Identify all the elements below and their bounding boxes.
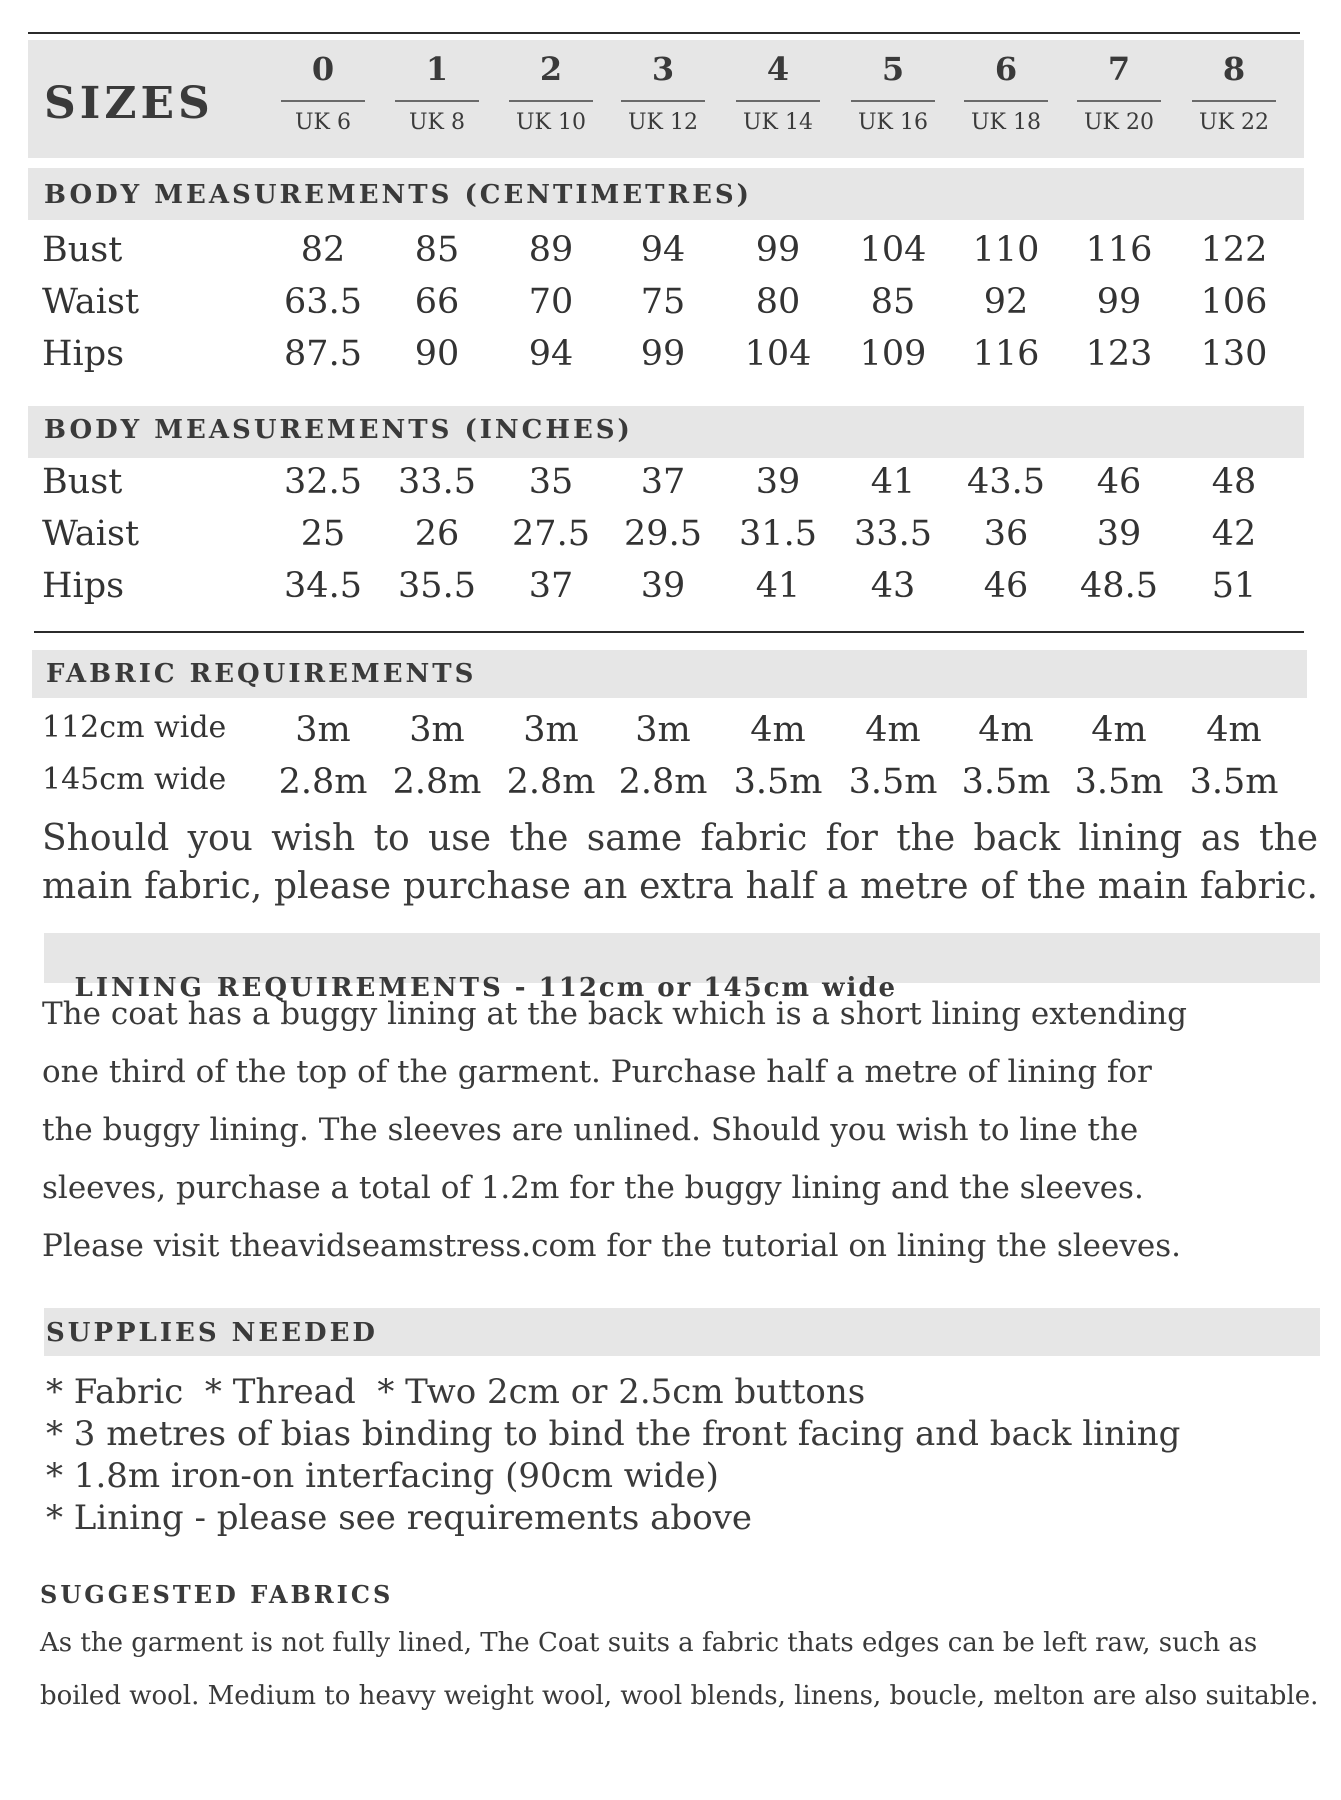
table-cell: 33.5 bbox=[398, 462, 476, 502]
top-rule bbox=[28, 32, 1300, 34]
table-cell: 3m bbox=[523, 710, 579, 750]
table-cell: 70 bbox=[528, 282, 574, 322]
table-row bbox=[0, 566, 1341, 616]
table-cell: 94 bbox=[528, 334, 574, 374]
size-number: 0 bbox=[311, 50, 335, 88]
fabric-note-line-2: main fabric, please purchase an extra half a metre of the main fabric. bbox=[42, 866, 1318, 907]
table-cell: 87.5 bbox=[284, 334, 362, 374]
table-cell: 46 bbox=[1096, 462, 1142, 502]
size-underline bbox=[736, 100, 820, 102]
table-cell: 48 bbox=[1211, 462, 1257, 502]
size-underline bbox=[851, 100, 935, 102]
table-cell: 29.5 bbox=[624, 514, 702, 554]
size-number: 8 bbox=[1222, 50, 1246, 88]
table-cell: 25 bbox=[300, 514, 346, 554]
size-underline bbox=[964, 100, 1048, 102]
row-label: 112cm wide bbox=[42, 710, 227, 745]
row-label: Hips bbox=[42, 566, 125, 606]
table-cell: 3.5m bbox=[961, 762, 1051, 802]
table-cell: 85 bbox=[414, 230, 460, 270]
size-uk-label: UK 18 bbox=[971, 110, 1041, 135]
row-label: Waist bbox=[42, 282, 140, 322]
table-cell: 123 bbox=[1085, 334, 1153, 374]
inches-heading: BODY MEASUREMENTS (INCHES) bbox=[44, 415, 633, 445]
table-cell: 99 bbox=[755, 230, 801, 270]
table-cell: 4m bbox=[1206, 710, 1262, 750]
fabric-note-line-1: Should you wish to use the same fabric for the back lining as the bbox=[42, 818, 1318, 859]
row-label: Bust bbox=[42, 462, 123, 502]
lining-heading-rest: - 112cm or 145cm wide bbox=[503, 973, 898, 1003]
text-line: one third of the top of the garment. Purchase half a metre of lining for bbox=[42, 1054, 1152, 1090]
text-line: * 3 metres of bias binding to bind the front facing and back lining bbox=[46, 1414, 1181, 1454]
table-cell: 109 bbox=[859, 334, 927, 374]
table-cell: 2.8m bbox=[278, 762, 368, 802]
size-uk-label: UK 12 bbox=[628, 110, 698, 135]
row-label: Waist bbox=[42, 514, 140, 554]
table-cell: 34.5 bbox=[284, 566, 362, 606]
size-underline bbox=[281, 100, 365, 102]
table-cell: 110 bbox=[972, 230, 1040, 270]
table-cell: 104 bbox=[744, 334, 812, 374]
table-cell: 48.5 bbox=[1080, 566, 1158, 606]
row-label: Hips bbox=[42, 334, 125, 374]
table-cell: 4m bbox=[978, 710, 1034, 750]
text-line: the buggy lining. The sleeves are unlined. Should you wish to line the bbox=[42, 1112, 1139, 1148]
table-cell: 3.5m bbox=[1074, 762, 1164, 802]
table-row bbox=[0, 762, 1341, 812]
table-cell: 82 bbox=[300, 230, 346, 270]
table-cell: 75 bbox=[640, 282, 686, 322]
size-uk-label: UK 16 bbox=[858, 110, 928, 135]
table-cell: 37 bbox=[528, 566, 574, 606]
table-cell: 116 bbox=[1085, 230, 1153, 270]
sizes-label: SIZES bbox=[44, 78, 214, 129]
table-cell: 106 bbox=[1200, 282, 1268, 322]
table-cell: 46 bbox=[983, 566, 1029, 606]
table-cell: 41 bbox=[755, 566, 801, 606]
table-cell: 35.5 bbox=[398, 566, 476, 606]
table-cell: 90 bbox=[414, 334, 460, 374]
table-cell: 2.8m bbox=[618, 762, 708, 802]
table-row bbox=[0, 282, 1341, 332]
table-cell: 3m bbox=[409, 710, 465, 750]
table-cell: 3m bbox=[295, 710, 351, 750]
table-cell: 36 bbox=[983, 514, 1029, 554]
table-cell: 3.5m bbox=[848, 762, 938, 802]
size-underline bbox=[509, 100, 593, 102]
table-cell: 99 bbox=[640, 334, 686, 374]
table-cell: 27.5 bbox=[512, 514, 590, 554]
size-underline bbox=[1192, 100, 1276, 102]
table-row bbox=[0, 710, 1341, 760]
table-cell: 85 bbox=[870, 282, 916, 322]
table-cell: 130 bbox=[1200, 334, 1268, 374]
table-cell: 92 bbox=[983, 282, 1029, 322]
size-uk-label: UK 10 bbox=[516, 110, 586, 135]
size-uk-label: UK 8 bbox=[409, 110, 465, 135]
table-cell: 32.5 bbox=[284, 462, 362, 502]
table-cell: 116 bbox=[972, 334, 1040, 374]
suggested-heading: SUGGESTED FABRICS bbox=[40, 1580, 394, 1609]
size-underline bbox=[395, 100, 479, 102]
table-cell: 4m bbox=[865, 710, 921, 750]
size-uk-label: UK 22 bbox=[1199, 110, 1269, 135]
text-line: As the garment is not fully lined, The Coat suits a fabric thats edges can be left raw, such as bbox=[40, 1628, 1258, 1658]
table-cell: 35 bbox=[528, 462, 574, 502]
size-number: 7 bbox=[1107, 50, 1131, 88]
table-row bbox=[0, 334, 1341, 384]
supplies-heading: SUPPLIES NEEDED bbox=[46, 1318, 378, 1348]
text-line: * Lining - please see requirements above bbox=[46, 1498, 752, 1538]
table-cell: 26 bbox=[414, 514, 460, 554]
text-line: Please visit theavidseamstress.com for the tutorial on lining the sleeves. bbox=[42, 1228, 1181, 1264]
size-uk-label: UK 14 bbox=[743, 110, 813, 135]
text-line: * 1.8m iron-on interfacing (90cm wide) bbox=[46, 1456, 719, 1496]
table-cell: 3.5m bbox=[1189, 762, 1279, 802]
size-underline bbox=[1077, 100, 1161, 102]
lining-heading-bold: LINING REQUIREMENTS bbox=[74, 973, 504, 1003]
table-cell: 37 bbox=[640, 462, 686, 502]
table-cell: 66 bbox=[414, 282, 460, 322]
size-underline bbox=[621, 100, 705, 102]
table-row bbox=[0, 462, 1341, 512]
table-cell: 41 bbox=[870, 462, 916, 502]
size-number: 6 bbox=[994, 50, 1018, 88]
lining-heading bbox=[58, 943, 897, 1003]
table-cell: 3m bbox=[635, 710, 691, 750]
table-cell: 122 bbox=[1200, 230, 1268, 270]
row-label: Bust bbox=[42, 230, 123, 270]
table-cell: 63.5 bbox=[284, 282, 362, 322]
table-cell: 31.5 bbox=[739, 514, 817, 554]
table-cell: 39 bbox=[755, 462, 801, 502]
table-cell: 94 bbox=[640, 230, 686, 270]
table-cell: 39 bbox=[1096, 514, 1142, 554]
table-cell: 51 bbox=[1211, 566, 1257, 606]
table-cell: 42 bbox=[1211, 514, 1257, 554]
table-cell: 33.5 bbox=[854, 514, 932, 554]
fabric-heading: FABRIC REQUIREMENTS bbox=[46, 659, 477, 689]
table-cell: 2.8m bbox=[392, 762, 482, 802]
cm-heading: BODY MEASUREMENTS (CENTIMETRES) bbox=[44, 180, 752, 210]
row-label: 145cm wide bbox=[42, 762, 227, 797]
size-uk-label: UK 20 bbox=[1084, 110, 1154, 135]
table-cell: 99 bbox=[1096, 282, 1142, 322]
text-line: boiled wool. Medium to heavy weight wool, wool blends, linens, boucle, melton are also suitable. bbox=[40, 1681, 1319, 1711]
table-row bbox=[0, 230, 1341, 280]
table-row bbox=[0, 514, 1341, 564]
text-line: * Fabric * Thread * Two 2cm or 2.5cm buttons bbox=[46, 1372, 866, 1412]
table-cell: 3.5m bbox=[733, 762, 823, 802]
table-cell: 2.8m bbox=[506, 762, 596, 802]
size-number: 3 bbox=[651, 50, 675, 88]
table-cell: 89 bbox=[528, 230, 574, 270]
text-line: The coat has a buggy lining at the back which is a short lining extending bbox=[42, 996, 1188, 1032]
size-number: 4 bbox=[766, 50, 790, 88]
size-number: 1 bbox=[425, 50, 449, 88]
table-cell: 4m bbox=[1091, 710, 1147, 750]
table-cell: 43.5 bbox=[967, 462, 1045, 502]
table-cell: 4m bbox=[750, 710, 806, 750]
size-number: 2 bbox=[539, 50, 563, 88]
mid-rule bbox=[34, 631, 1304, 633]
size-number: 5 bbox=[881, 50, 905, 88]
table-cell: 39 bbox=[640, 566, 686, 606]
table-cell: 104 bbox=[859, 230, 927, 270]
text-line: sleeves, purchase a total of 1.2m for the buggy lining and the sleeves. bbox=[42, 1170, 1144, 1206]
table-cell: 43 bbox=[870, 566, 916, 606]
table-cell: 80 bbox=[755, 282, 801, 322]
size-uk-label: UK 6 bbox=[295, 110, 351, 135]
